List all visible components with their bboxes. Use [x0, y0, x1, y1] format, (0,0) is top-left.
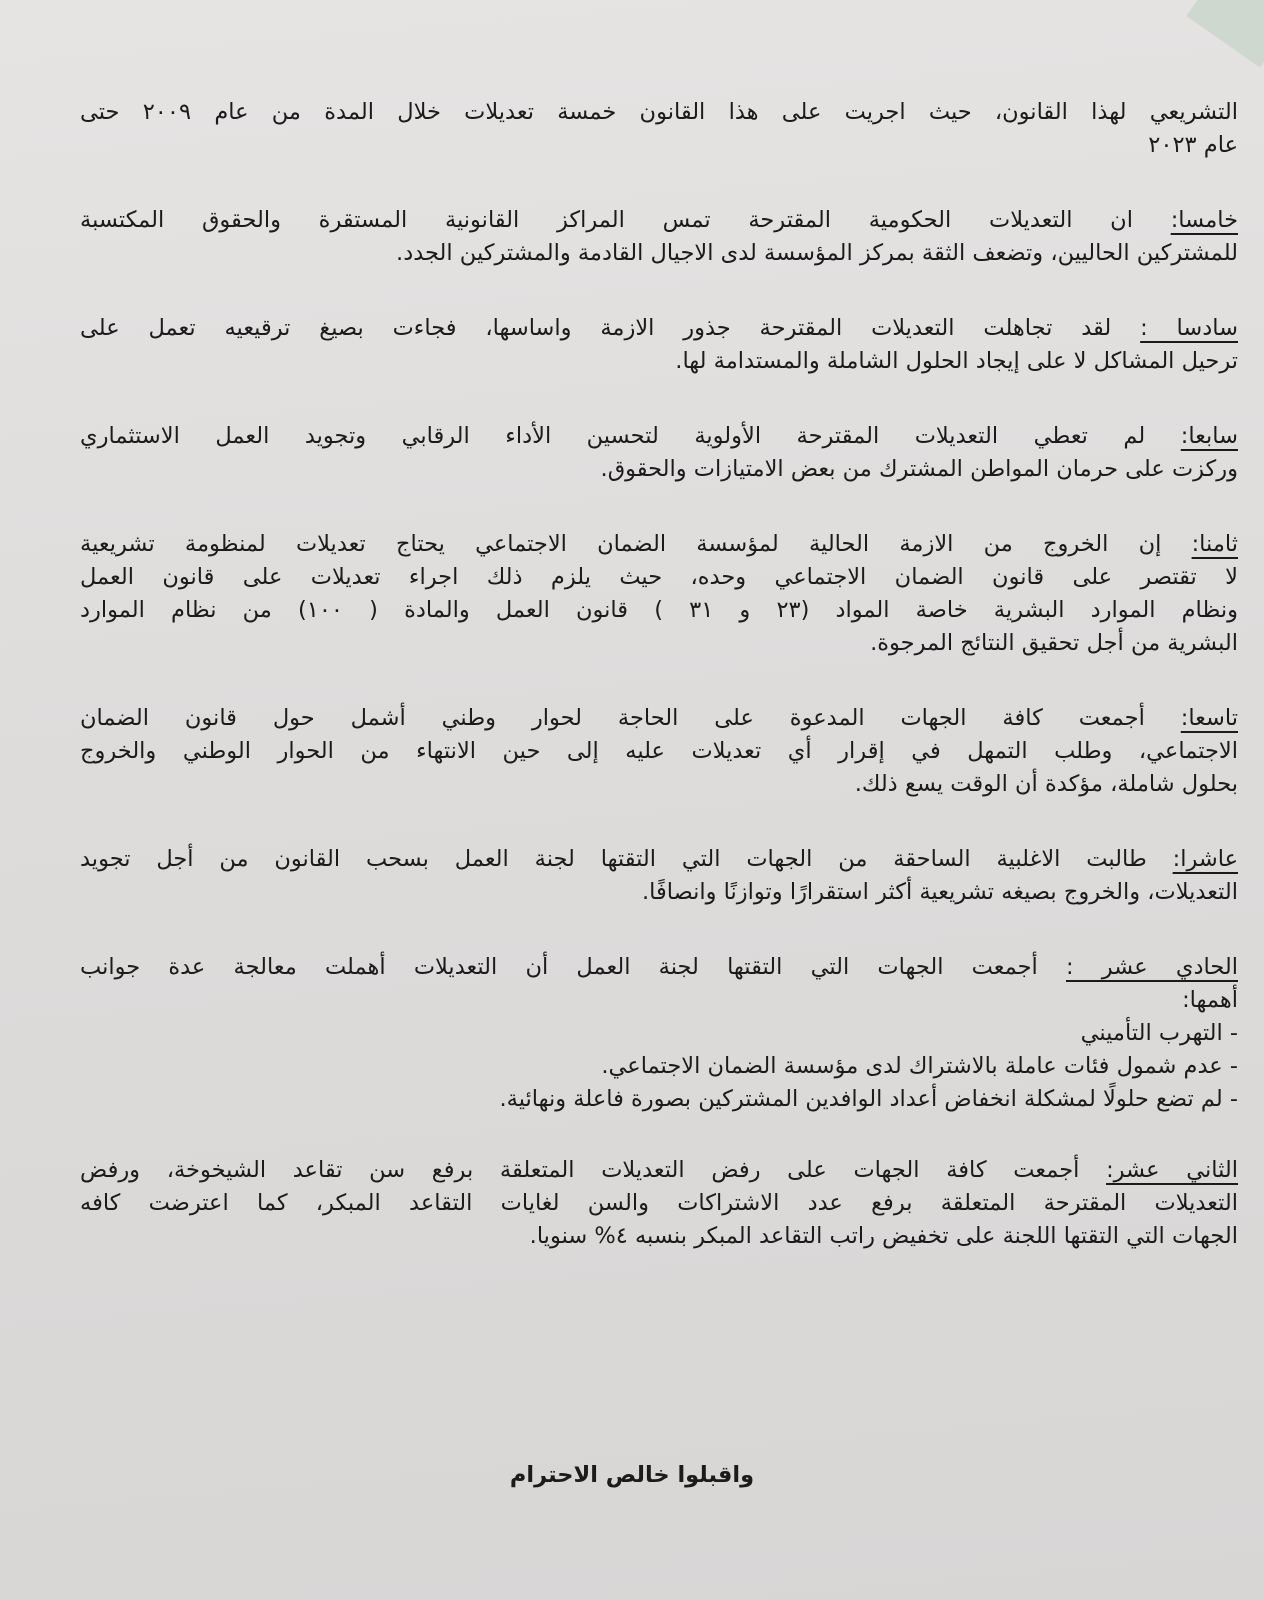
point-7-line-1: لم تعطي التعديلات المقترحة الأولوية لتحسين الأداء الرقابي وتجويد العمل الاستثماري — [80, 423, 1146, 449]
point-8-line-4: البشرية من أجل تحقيق النتائج المرجوة. — [870, 630, 1238, 656]
point-10 — [80, 843, 1238, 909]
point-6 — [80, 312, 1238, 378]
point-12-heading: الثاني عشر: — [1106, 1157, 1238, 1183]
point-10-line-1: طالبت الاغلبية الساحقة من الجهات التي التقتها لجنة العمل بسحب القانون من أجل تجويد — [80, 846, 1147, 872]
point-9-heading: تاسعا: — [1180, 705, 1238, 731]
closing-salutation: واقبلوا خالص الاحترام — [509, 1462, 755, 1488]
point-12-line-1: أجمعت كافة الجهات على رفض التعديلات المتعلقة برفع سن تقاعد الشيخوخة، ورفض — [80, 1157, 1080, 1183]
point-9-line-1: أجمعت كافة الجهات المدعوة على الحاجة لحوار وطني أشمل حول قانون الضمان — [80, 705, 1145, 731]
point-7-heading: سابعا: — [1180, 423, 1238, 449]
point-8-heading: ثامنا: — [1191, 531, 1238, 557]
point-12-line-2: التعديلات المقترحة المتعلقة برفع عدد الاشتراكات والسن لغايات التقاعد المبكر، كما اعترضت كافه — [80, 1190, 1238, 1216]
page-corner-decoration — [1186, 0, 1264, 68]
point-8-line-3: ونظام الموارد البشرية خاصة المواد (٢٣ و ٣١ ) قانون العمل والمادة ( ١٠٠) من نظام الموارد — [80, 597, 1238, 623]
point-10-line-2: التعديلات، والخروج بصيغه تشريعية أكثر استقرارًا وتوازنًا وانصافًا. — [642, 879, 1238, 905]
point-9 — [80, 702, 1238, 801]
point-11 — [80, 951, 1238, 1116]
point-5-heading: خامسا: — [1170, 207, 1239, 233]
point-8-line-1: إن الخروج من الازمة الحالية لمؤسسة الضمان الاجتماعي يحتاج تعديلات لمنظومة تشريعية — [80, 531, 1162, 557]
point-8 — [80, 528, 1238, 660]
point-9-line-2: الاجتماعي، وطلب التمهل في إقرار أي تعديلات عليه إلى حين الانتهاء من الحوار الوطني والخروج — [80, 738, 1238, 764]
point-6-heading: سادسا : — [1140, 315, 1238, 341]
point-10-heading: عاشرا: — [1172, 846, 1238, 872]
intro-line-1: التشريعي لهذا القانون، حيث اجريت على هذا القانون خمسة تعديلات خلال المدة من عام ٢٠٠٩ حتى — [80, 99, 1238, 125]
point-5 — [80, 204, 1238, 270]
point-11-bullet-2: - عدم شمول فئات عاملة بالاشتراك لدى مؤسسة الضمان الاجتماعي. — [601, 1053, 1238, 1079]
point-12-line-3: الجهات التي التقتها اللجنة على تخفيض راتب التقاعد المبكر بنسبه ٤% سنويا. — [529, 1223, 1238, 1249]
point-5-line-2: للمشتركين الحاليين، وتضعف الثقة بمركز المؤسسة لدى الاجيال القادمة والمشتركين الجدد. — [396, 240, 1238, 266]
point-9-line-3: بحلول شاملة، مؤكدة أن الوقت يسع ذلك. — [854, 771, 1238, 797]
point-11-heading: الحادي عشر : — [1065, 954, 1238, 980]
point-11-bullet-3: - لم تضع حلولًا لمشكلة انخفاض أعداد الوافدين المشتركين بصورة فاعلة ونهائية. — [499, 1086, 1238, 1112]
point-11-bullet-1: - التهرب التأميني — [1080, 1020, 1238, 1046]
point-11-line-2: أهمها: — [1182, 987, 1238, 1013]
point-12 — [80, 1154, 1238, 1253]
point-5-line-1: ان التعديلات الحكومية المقترحة تمس المراكز القانونية المستقرة والحقوق المكتسبة — [80, 207, 1133, 233]
point-11-line-1: أجمعت الجهات التي التقتها لجنة العمل أن التعديلات أهملت معالجة عدة جوانب — [80, 954, 1038, 980]
point-8-line-2: لا تقتصر على قانون الضمان الاجتماعي وحده، حيث يلزم ذلك اجراء تعديلات على قانون العمل — [80, 564, 1238, 590]
point-6-line-1: لقد تجاهلت التعديلات المقترحة جذور الازمة واساسها، فجاءت بصيغ ترقيعيه تعمل على — [80, 315, 1112, 341]
intro-line-2: عام ٢٠٢٣ — [1148, 132, 1238, 158]
point-6-line-2: ترحيل المشاكل لا على إيجاد الحلول الشاملة والمستدامة لها. — [675, 348, 1238, 374]
document-body — [80, 96, 1238, 1295]
intro-paragraph — [80, 96, 1238, 162]
point-7-line-2: وركزت على حرمان المواطن المشترك من بعض الامتيازات والحقوق. — [600, 456, 1238, 482]
point-7 — [80, 420, 1238, 486]
